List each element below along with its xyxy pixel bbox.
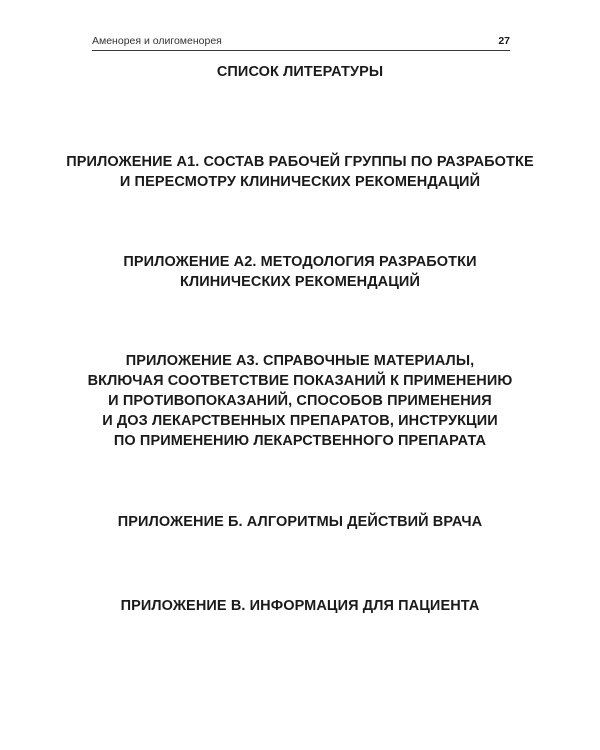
heading-line: ПРИЛОЖЕНИЕ А2. МЕТОДОЛОГИЯ РАЗРАБОТКИ (123, 254, 477, 270)
heading-references (0, 62, 600, 82)
heading-line: ПО ПРИМЕНЕНИЮ ЛЕКАРСТВЕННОГО ПРЕПАРАТА (113, 433, 487, 449)
heading-line: КЛИНИЧЕСКИХ РЕКОМЕНДАЦИЙ (180, 274, 420, 290)
heading-line: И ДОЗ ЛЕКАРСТВЕННЫХ ПРЕПАРАТОВ, ИНСТРУКЦИИ (102, 413, 498, 429)
running-header (92, 34, 510, 51)
heading-appendix-a3 (0, 351, 600, 451)
heading-appendix-b (0, 512, 600, 532)
heading-line: ПРИЛОЖЕНИЕ А1. СОСТАВ РАБОЧЕЙ ГРУППЫ ПО РАЗРАБОТКЕ (66, 154, 534, 170)
running-title: Аменорея и олигоменорея (92, 35, 222, 47)
heading-line: ПРИЛОЖЕНИЕ В. ИНФОРМАЦИЯ ДЛЯ ПАЦИЕНТА (120, 598, 480, 614)
heading-line: ВКЛЮЧАЯ СООТВЕТСТВИЕ ПОКАЗАНИЙ К ПРИМЕНЕНИЮ (87, 373, 513, 389)
heading-line: И ПЕРЕСМОТРУ КЛИНИЧЕСКИХ РЕКОМЕНДАЦИЙ (119, 174, 481, 190)
heading-line: И ПРОТИВОПОКАЗАНИЙ, СПОСОБОВ ПРИМЕНЕНИЯ (108, 393, 492, 409)
page-number: 27 (498, 35, 510, 47)
heading-line: ПРИЛОЖЕНИЕ А3. СПРАВОЧНЫЕ МАТЕРИАЛЫ, (125, 353, 475, 369)
heading-appendix-a1 (0, 152, 600, 192)
heading-appendix-a2 (0, 252, 600, 292)
heading-line: СПИСОК ЛИТЕРАТУРЫ (216, 64, 384, 80)
heading-appendix-v (0, 596, 600, 616)
heading-line: ПРИЛОЖЕНИЕ Б. АЛГОРИТМЫ ДЕЙСТВИЙ ВРАЧА (117, 514, 483, 530)
